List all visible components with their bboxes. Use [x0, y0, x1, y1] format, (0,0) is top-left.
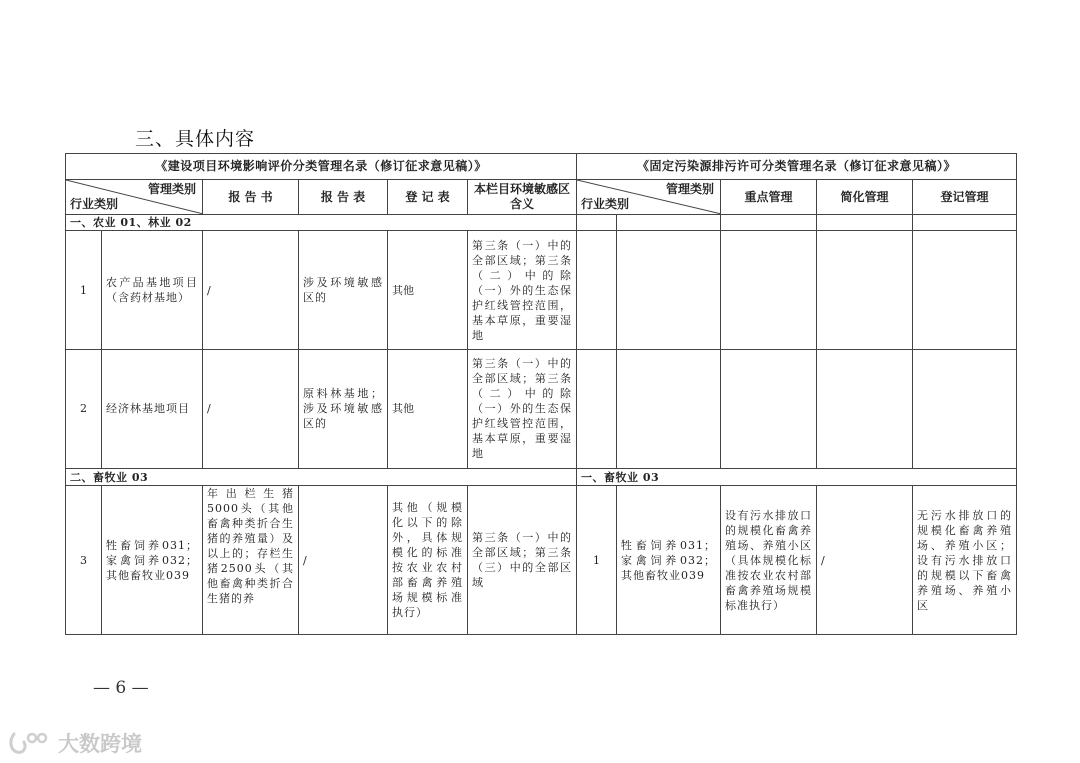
row-simplified-mgmt: / [817, 486, 913, 635]
watermark-text: 大数跨境 [58, 732, 142, 756]
row-sensitive-area: 第三条（一）中的全部区域；第三条（三）中的全部区域 [468, 486, 577, 635]
row-report-book: / [203, 231, 299, 349]
row-category: 农产品基地项目（含药材基地） [102, 231, 203, 349]
row-register-form: 其他（规模化以下的除外，具体规模化的标准按农业农村部畜禽养殖场规模标准执行） [388, 486, 468, 635]
row-number: 2 [66, 349, 102, 468]
row-number: 3 [66, 486, 102, 635]
mgmt-category-label: 管理类别 [666, 182, 715, 197]
right-table-title: 《固定污染源排污许可分类管理名录（修订征求意见稿）》 [577, 154, 1017, 180]
mgmt-category-label: 管理类别 [147, 182, 196, 197]
right-row-category: 牲畜饲养031；家禽饲养032；其他畜牧业039 [617, 486, 721, 635]
brand-logo-icon [8, 730, 52, 756]
comparison-table [65, 153, 1017, 635]
table-row [66, 486, 1017, 635]
table-row [66, 349, 1017, 468]
row-report-form: / [299, 486, 388, 635]
col-register-form: 登 记 表 [388, 180, 468, 215]
right-diagonal-header [577, 180, 721, 215]
row-sensitive-area: 第三条（一）中的全部区域；第三条（二）中的除（一）外的生态保护红线管控范围，基本草原，重要湿地 [468, 349, 577, 468]
col-sensitive-area: 本栏目环境敏感区含义 [468, 180, 577, 215]
col-simplified-mgmt: 简化管理 [817, 180, 913, 215]
right-row-number: 1 [577, 486, 617, 635]
row-report-book: / [203, 349, 299, 468]
col-report-form: 报 告 表 [299, 180, 388, 215]
row-register-form: 其他 [388, 349, 468, 468]
row-report-book: 年出栏生猪5000头（其他畜禽种类折合生猪的养殖量）及以上的；存栏生猪2500头（其他畜禽种类折合生猪的养 [203, 486, 299, 635]
col-report-book: 报 告 书 [203, 180, 299, 215]
industry-category-label: 行业类别 [581, 197, 630, 212]
row-report-form: 涉及环境敏感区的 [299, 231, 388, 349]
row-category: 经济林基地项目 [102, 349, 203, 468]
table-row [66, 231, 1017, 349]
row-register-form: 其他 [388, 231, 468, 349]
row-report-form: 原料林基地；涉及环境敏感区的 [299, 349, 388, 468]
left-diagonal-header [66, 180, 203, 215]
page-number: — 6 — [93, 678, 149, 698]
industry-category-label: 行业类别 [70, 197, 119, 212]
col-key-mgmt: 重点管理 [721, 180, 817, 215]
watermark [8, 728, 142, 758]
row-category: 牲畜饲养031；家禽饲养032；其他畜牧业039 [102, 486, 203, 635]
col-register-mgmt: 登记管理 [913, 180, 1017, 215]
row-sensitive-area: 第三条（一）中的全部区域；第三条（二）中的除（一）外的生态保护红线管控范围，基本草原，重要湿地 [468, 231, 577, 349]
row-register-mgmt: 无污水排放口的规模化畜禽养殖场、养殖小区；设有污水排放口的规模以下畜禽养殖场、养殖小区 [913, 486, 1017, 635]
section-agriculture-forestry: 一、农业 01、林业 02 [66, 215, 577, 231]
section-animal-husbandry: 二、畜牧业 03 [66, 468, 577, 485]
row-key-mgmt: 设有污水排放口的规模化畜禽养殖场、养殖小区（具体规模化标准按农业农村部畜禽养殖场规模标准执行） [721, 486, 817, 635]
row-number: 1 [66, 231, 102, 349]
section-animal-husbandry-right: 一、畜牧业 03 [577, 468, 1017, 485]
section-heading: 三、具体内容 [135, 128, 256, 150]
left-table-title: 《建设项目环境影响评价分类管理名录（修订征求意见稿）》 [66, 154, 577, 180]
